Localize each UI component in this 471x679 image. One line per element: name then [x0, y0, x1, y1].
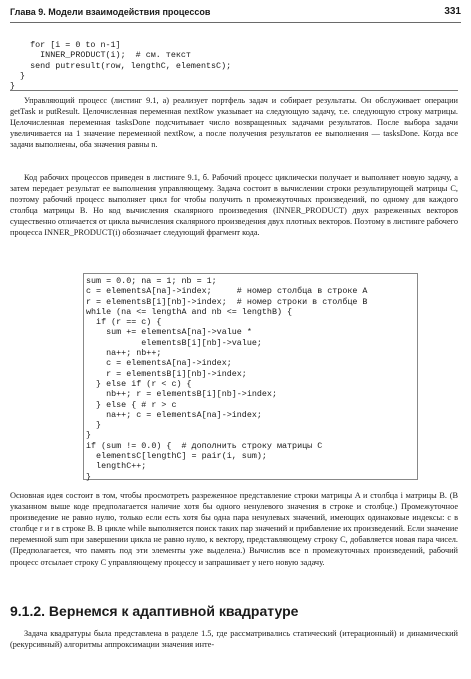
paragraph-quadrature: Задача квадратуры была представлена в разделе 1.5, где рассматривались статический (итерационный) и динамический (рекурсивный) алгоритмы аппроксимации значения инте- — [10, 629, 458, 650]
chapter-title: Глава 9. Модели взаимодействия процессов — [10, 7, 211, 17]
code-inner-product: sum = 0.0; na = 1; nb = 1; c = elementsA[na]->index; # номер столбца в строке A r = elementsB[i][nb]->index; # номер строки в столбце B while (na <= lengthA and nb <= lengthB) { if (r == c) { sum += elementsA[na]->value * elementsB[i][nb]->value; na++; nb++; c = elementsA[na]->index; r = elementsB[i][nb]->index; } else if (r < c) { nb++; r = elementsB[i][nb]->index; } else { # r > c na++; c = elementsA[na]->index; } } if (sum != 0.0) { # дополнить строку матрицы C elementsC[lengthC] = pair(i, sum); lengthC++; } — [86, 276, 368, 482]
listing-end-rule — [10, 90, 458, 91]
running-header — [10, 6, 461, 23]
paragraph-manager-process: Управляющий процесс (листинг 9.1, а) реализует портфель задач и собирает результаты. Он обслуживает операции getTask и putResult. Целочисленная переменная nextRow указывает на следующую задачу, т.е. следующую строку матрицы. Целочисленная переменная tasksDone подсчитывает число возвращенных задачами результатов. После выбора задачи увеличивается на 1 значение переменной nextRow, а после получения результатов ее выполнения — tasksDone. Когда все задачи выполнены, оба значения равны n. — [10, 96, 458, 150]
paragraph-worker-process: Код рабочих процессов приведен в листинге 9.1, б. Рабочий процесс циклически получает и выполняет новую задачу, а затем передает результат ее выполнения управляющему. Задача состоит в вычислении строки результирующей матрицы C, поэтому рабочий процесс выполняет цикл for чтобы получить n промежуточных произведений, по одному для каждого столбца матрицы B. Но код вычисления скалярного произведения (INNER_PRODUCT) двух разреженных векторов существенно отличается от цикла вычисления скалярного произведения двух плотных векторов. Поэтому в листинге рабочего процесса INNER_PRODUCT(i) обозначает следующий фрагмент кода. — [10, 173, 458, 238]
code-listing-fragment: for [i = 0 to n-1] INNER_PRODUCT(i); # см. текст send putresult(row, lengthC, elementsC); } } — [10, 40, 232, 92]
section-heading: 9.1.2. Вернемся к адаптивной квадратуре — [10, 603, 299, 619]
page-number: 331 — [444, 6, 461, 17]
paragraph-main-idea: Основная идея состоит в том, чтобы просмотреть разреженное представление строки матрицы A и столбца i матрицы B. (В указанном выше коде предполагается наличие хотя бы одного ненулевого значения в строке и столбце.) Промежуточное произведение не равно нулю, только если есть хотя бы одна пара ненулевых значений, имеющих одинаковые индексы: c в столбце r и r в строке B. В цикле while выполняется поиск таких пар значений и прибавление их произведений. Если значение переменной sum при завершении цикла не равно нулю, к вектору, представляющему строку C, добавляется новая пара чисел. (Предполагается, что память под эти элементы уже выделена.) Вычислив все n промежуточных произведений, рабочий процесс отсылает строку C управляющему процессу и запрашивает у него новую задачу. — [10, 491, 458, 567]
